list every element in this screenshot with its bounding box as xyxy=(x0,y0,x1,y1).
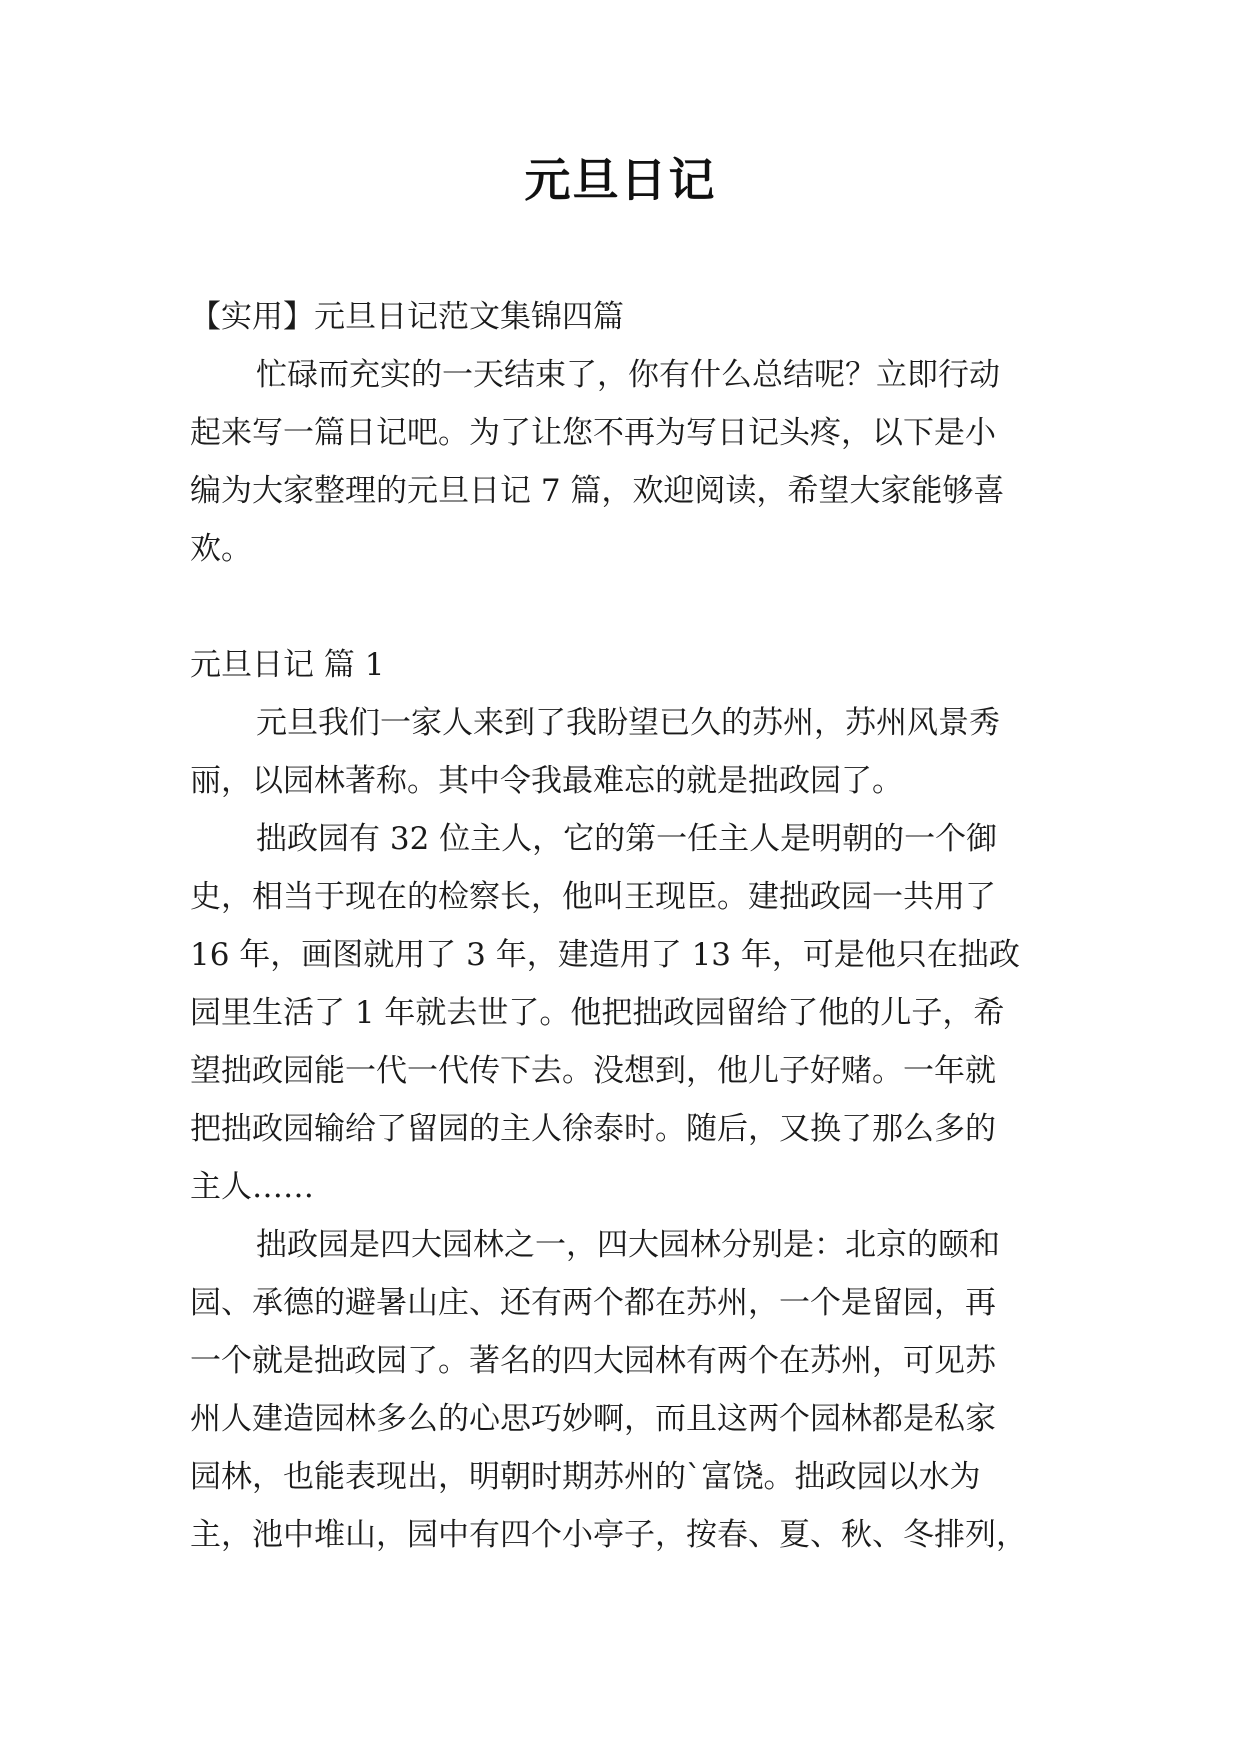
paragraph-line: 州人建造园林多么的心思巧妙啊，而且这两个园林都是私家 xyxy=(190,1401,996,1437)
paragraph-line: 望拙政园能一代一代传下去。没想到，他儿子好赌。一年就 xyxy=(190,1053,996,1089)
paragraph-line: 史，相当于现在的检察长，他叫王现臣。建拙政园一共用了 xyxy=(190,879,996,915)
document-body xyxy=(190,288,1050,1564)
intro-line: 忙碌而充实的一天结束了，你有什么总结呢？立即行动 xyxy=(256,357,1000,393)
intro-line: 编为大家整理的元旦日记 7 篇，欢迎阅读，希望大家能够喜 xyxy=(190,473,1005,509)
paragraph-line: 把拙政园输给了留园的主人徐泰时。随后，又换了那么多的 xyxy=(190,1111,996,1147)
paragraph-line: 园里生活了 1 年就去世了。他把拙政园留给了他的儿子，希 xyxy=(190,995,1005,1031)
intro-line: 欢。 xyxy=(190,531,252,567)
paragraph-line: 16 年，画图就用了 3 年，建造用了 13 年，可是他只在拙政 xyxy=(190,937,1020,973)
document-subtitle: 【实用】元旦日记范文集锦四篇 xyxy=(190,299,624,335)
paragraph-line: 主，池中堆山，园中有四个小亭子，按春、夏、秋、冬排列， xyxy=(190,1517,1027,1553)
paragraph-line: 拙政园是四大园林之一，四大园林分别是：北京的颐和 xyxy=(256,1227,1000,1263)
paragraph-line: 园林，也能表现出，明朝时期苏州的`富饶。拙政园以水为 xyxy=(190,1459,981,1495)
paragraph-line: 拙政园有 32 位主人，它的第一任主人是明朝的一个御 xyxy=(256,821,998,857)
paragraph-line: 园、承德的避暑山庄、还有两个都在苏州，一个是留园，再 xyxy=(190,1285,996,1321)
document-title: 元旦日记 xyxy=(524,153,717,207)
intro-line: 起来写一篇日记吧。为了让您不再为写日记头疼，以下是小 xyxy=(190,415,996,451)
paragraph-line: 一个就是拙政园了。著名的四大园林有两个在苏州，可见苏 xyxy=(190,1343,996,1379)
paragraph-line: 元旦我们一家人来到了我盼望已久的苏州，苏州风景秀 xyxy=(256,705,1000,741)
paragraph-line: 丽，以园林著称。其中令我最难忘的就是拙政园了。 xyxy=(190,763,903,799)
section-heading: 元旦日记 篇 1 xyxy=(190,647,385,683)
paragraph-line: 主人…… xyxy=(190,1169,314,1205)
blank-line xyxy=(190,578,1050,636)
